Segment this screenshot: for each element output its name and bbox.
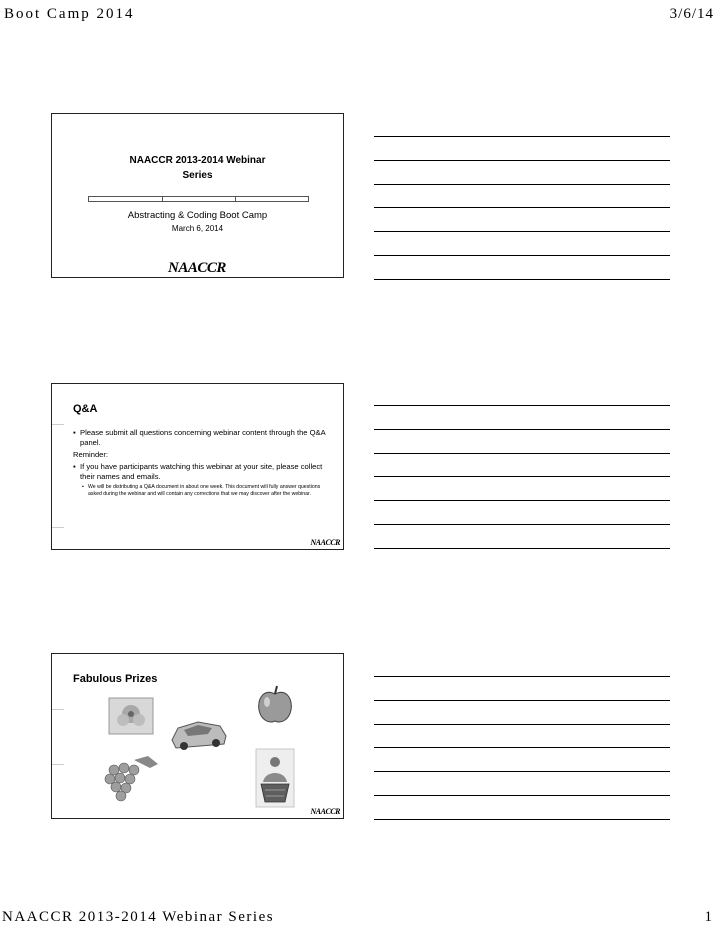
car-icon: [168, 718, 230, 752]
slide-qa-title: Q&A: [73, 403, 98, 415]
naaccr-logo-small: NAACCR: [310, 807, 340, 816]
header-date: 3/6/14: [669, 6, 714, 22]
slide-qa-body: [73, 428, 335, 497]
bullet-collect-names: ▪ If you have participants watching this webinar at your site, please collect their names and emails.: [73, 462, 335, 482]
page-number: 1: [704, 909, 712, 925]
slide-title: [51, 113, 344, 278]
footer-title: NAACCR 2013-2014 Webinar Series: [2, 909, 275, 925]
subbullet-qa-document: ▪ We will be distributing a Q&A document in about one week. This document will fully answer questions asked during the webinar and will contain any corrections that we may discover after the webinar.: [73, 484, 335, 497]
apple-icon: [255, 684, 295, 726]
divider-bar: [88, 196, 309, 202]
slide-subtitle: Abstracting & Coding Boot Camp: [127, 210, 268, 221]
gift-basket-icon: [255, 748, 295, 808]
grapes-icon: [100, 754, 164, 802]
slide-qa: [51, 383, 344, 550]
slide-title-heading: NAACCR 2013-2014 Webinar Series: [129, 155, 266, 181]
slide-date: March 6, 2014: [171, 224, 224, 233]
naaccr-logo-small: NAACCR: [310, 538, 340, 547]
naaccr-logo: NAACCR: [168, 260, 226, 276]
bullet-submit-questions: ▪ Please submit all questions concerning webinar content through the Q&A panel.: [73, 428, 335, 448]
slide-prizes: [51, 653, 344, 819]
slide-prizes-title: Fabulous Prizes: [73, 673, 158, 685]
flowers-icon: [107, 696, 155, 736]
header-title: Boot Camp 2014: [4, 6, 135, 22]
reminder-label: Reminder:: [73, 450, 109, 459]
